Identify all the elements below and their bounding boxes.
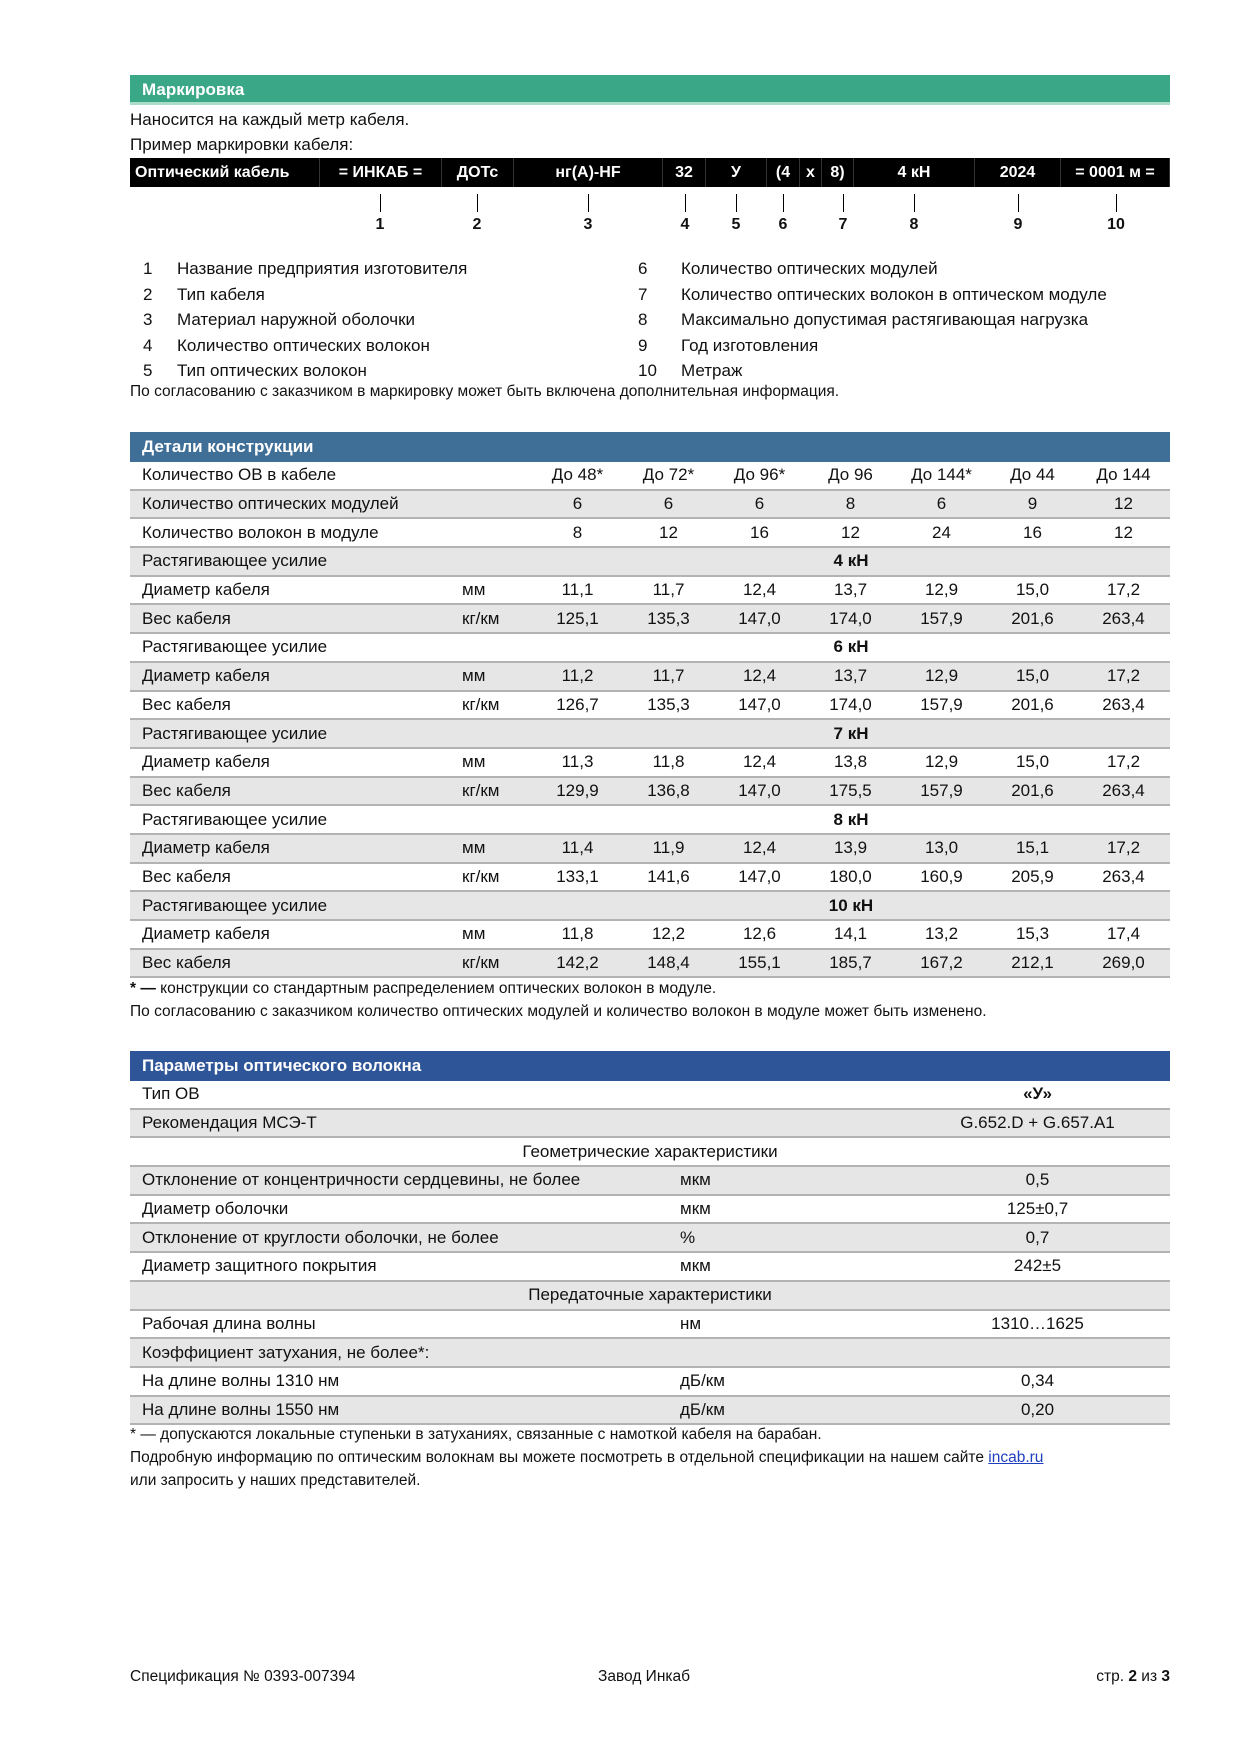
marking-line-1: Наносится на каждый метр кабеля. bbox=[130, 110, 410, 129]
row-unit: дБ/км bbox=[680, 1399, 725, 1419]
row-value: 17,4 bbox=[1106, 924, 1141, 944]
row-value: 8 bbox=[845, 494, 856, 514]
row-label: Рабочая длина волны bbox=[142, 1313, 316, 1333]
section-label: Передаточные характеристики bbox=[528, 1285, 772, 1305]
row-value: 0,20 bbox=[1020, 1399, 1055, 1419]
legend-text: Тип оптических волокон bbox=[177, 361, 367, 380]
parameter-row bbox=[130, 1368, 1170, 1397]
row-value: До 48* bbox=[551, 465, 604, 485]
row-value: До 96 bbox=[828, 465, 873, 485]
marking-number: 8 bbox=[909, 216, 919, 233]
marking-tick-line bbox=[477, 194, 478, 212]
row-value: 160,9 bbox=[920, 866, 963, 886]
row-unit: кг/км bbox=[462, 866, 500, 886]
footnote-text: конструкции со стандартным распределением оптических волокон в модуле. bbox=[160, 980, 717, 997]
row-unit: кг/км bbox=[462, 953, 500, 973]
row-value: 17,2 bbox=[1106, 838, 1141, 858]
row-unit: дБ/км bbox=[680, 1371, 725, 1391]
row-label: Тип ОВ bbox=[142, 1084, 200, 1104]
parameter-row bbox=[130, 1253, 1170, 1282]
row-value: 11,2 bbox=[561, 666, 594, 686]
row-label: Диаметр кабеля bbox=[142, 580, 270, 600]
row-value: До 144* bbox=[911, 465, 972, 485]
section-row bbox=[130, 1138, 1170, 1167]
row-label: Растягивающее усилие bbox=[142, 551, 328, 571]
row-value: 15,0 bbox=[1015, 752, 1050, 772]
row-label: Диаметр кабеля bbox=[142, 838, 270, 858]
row-value: 201,6 bbox=[1011, 694, 1054, 714]
row-value: 201,6 bbox=[1011, 608, 1054, 628]
tensile-force-value: 6 кН bbox=[833, 637, 869, 657]
row-value: До 144 bbox=[1096, 465, 1151, 485]
row-value: 16 bbox=[750, 522, 769, 542]
row-value: 136,8 bbox=[647, 780, 690, 800]
row-value: 147,0 bbox=[738, 866, 781, 886]
module-count-row bbox=[130, 491, 1170, 520]
legend-text: Количество оптических волокон в оптическом модуле bbox=[681, 284, 1107, 304]
row-value: 142,2 bbox=[556, 953, 599, 973]
tensile-force-value: 8 кН bbox=[833, 809, 869, 829]
row-value: 12,4 bbox=[742, 752, 777, 772]
footer-spec-number: Спецификация № 0393-007394 bbox=[130, 1668, 356, 1685]
row-value: 13,8 bbox=[833, 752, 868, 772]
row-value: 13,2 bbox=[924, 924, 959, 944]
legend-number: 3 bbox=[143, 310, 153, 329]
marking-number: 1 bbox=[375, 216, 385, 233]
parameter-row bbox=[130, 1311, 1170, 1340]
row-value: 147,0 bbox=[738, 608, 781, 628]
marking-number: 9 bbox=[1013, 216, 1023, 233]
tensile-force-row bbox=[130, 892, 1170, 921]
row-label: Коэффициент затухания, не более*: bbox=[142, 1342, 430, 1362]
row-value: 157,9 bbox=[920, 608, 963, 628]
legend-text: Год изготовления bbox=[681, 335, 819, 355]
marking-segment: 32 bbox=[663, 158, 706, 187]
row-label: Вес кабеля bbox=[142, 608, 231, 628]
row-unit: кг/км bbox=[462, 608, 500, 628]
row-value: До 44 bbox=[1010, 465, 1055, 485]
tensile-force-row bbox=[130, 720, 1170, 749]
row-value: 12,6 bbox=[742, 924, 777, 944]
legend-text: Название предприятия изготовителя bbox=[177, 259, 468, 278]
row-value: 11,1 bbox=[561, 580, 594, 600]
tensile-force-row bbox=[130, 634, 1170, 663]
legend-number: 2 bbox=[143, 284, 153, 304]
row-value: 17,2 bbox=[1106, 580, 1141, 600]
construction-footnote-1 bbox=[130, 980, 716, 998]
row-unit: кг/км bbox=[462, 694, 500, 714]
marking-segment: нг(А)-HF bbox=[514, 158, 663, 187]
row-value: 12 bbox=[659, 522, 678, 542]
page-total: 3 bbox=[1161, 1668, 1170, 1685]
fibers-per-module-row bbox=[130, 519, 1170, 548]
row-value: 174,0 bbox=[829, 694, 872, 714]
cable-diameter-row bbox=[130, 921, 1170, 950]
row-label: Диаметр кабеля bbox=[142, 666, 270, 686]
cable-weight-row bbox=[130, 778, 1170, 807]
row-value: 155,1 bbox=[738, 953, 781, 973]
legend-text: Количество оптических волокон bbox=[177, 335, 430, 355]
row-value: 201,6 bbox=[1011, 780, 1054, 800]
row-label: Растягивающее усилие bbox=[142, 637, 328, 657]
row-value: 167,2 bbox=[920, 953, 963, 973]
cable-weight-row bbox=[130, 950, 1170, 979]
row-value: 135,3 bbox=[647, 694, 690, 714]
row-value: G.652.D + G.657.A1 bbox=[960, 1113, 1115, 1133]
row-label: Диаметр кабеля bbox=[142, 752, 270, 772]
incab-link[interactable]: incab.ru bbox=[988, 1449, 1044, 1466]
row-value: 13,0 bbox=[924, 838, 959, 858]
row-unit: мм bbox=[462, 838, 486, 858]
tensile-force-value: 7 кН bbox=[833, 723, 869, 743]
parameter-row bbox=[130, 1339, 1170, 1368]
parameter-row bbox=[130, 1081, 1170, 1110]
row-value: 12 bbox=[1114, 494, 1133, 514]
row-value: 13,7 bbox=[833, 580, 868, 600]
row-value: 13,9 bbox=[833, 838, 868, 858]
row-value: 125±0,7 bbox=[1006, 1199, 1069, 1219]
row-value: 263,4 bbox=[1102, 780, 1145, 800]
row-value: 15,0 bbox=[1015, 666, 1050, 686]
row-label: Вес кабеля bbox=[142, 953, 231, 973]
row-unit: мм bbox=[462, 752, 486, 772]
row-unit: % bbox=[680, 1227, 696, 1247]
row-value: 157,9 bbox=[920, 694, 963, 714]
row-value: 135,3 bbox=[647, 608, 690, 628]
row-value: 11,8 bbox=[561, 924, 594, 944]
row-value: 175,5 bbox=[829, 780, 872, 800]
row-value: 126,7 bbox=[556, 694, 599, 714]
legend-number: 8 bbox=[638, 310, 648, 329]
row-label: Вес кабеля bbox=[142, 866, 231, 886]
row-value: 24 bbox=[932, 522, 951, 542]
marking-segment: 2024 bbox=[975, 158, 1061, 187]
legend-number: 9 bbox=[638, 335, 648, 355]
marking-number: 4 bbox=[680, 216, 690, 233]
row-value: 11,4 bbox=[561, 838, 594, 858]
cable-diameter-row bbox=[130, 663, 1170, 692]
marking-line-2: Пример маркировки кабеля: bbox=[130, 135, 354, 154]
row-value: 11,7 bbox=[652, 666, 685, 686]
row-value: До 72* bbox=[642, 465, 695, 485]
row-value: 6 bbox=[754, 494, 765, 514]
row-label: Количество ОВ в кабеле bbox=[142, 465, 337, 485]
row-value: 0,7 bbox=[1025, 1227, 1050, 1247]
row-value: 147,0 bbox=[738, 780, 781, 800]
row-label: Растягивающее усилие bbox=[142, 895, 328, 915]
marking-segment: = ИНКАБ = bbox=[320, 158, 442, 187]
row-value: 133,1 bbox=[556, 866, 599, 886]
cable-diameter-row bbox=[130, 835, 1170, 864]
parameter-row bbox=[130, 1167, 1170, 1196]
row-value: 148,4 bbox=[647, 953, 690, 973]
cable-diameter-row bbox=[130, 577, 1170, 606]
row-unit: мкм bbox=[680, 1199, 711, 1219]
row-value: 15,0 bbox=[1015, 580, 1050, 600]
row-value: 17,2 bbox=[1106, 752, 1141, 772]
row-value: 129,9 bbox=[556, 780, 599, 800]
legend-text: Количество оптических модулей bbox=[681, 259, 938, 278]
row-value: 6 bbox=[572, 494, 583, 514]
row-unit: мм bbox=[462, 666, 486, 686]
row-value: 12 bbox=[1114, 522, 1133, 542]
marking-tick-line bbox=[783, 194, 784, 212]
row-value: 11,3 bbox=[561, 752, 594, 772]
cable-weight-row bbox=[130, 864, 1170, 893]
parameter-row bbox=[130, 1110, 1170, 1139]
fiber-count-row bbox=[130, 462, 1170, 491]
row-value: 263,4 bbox=[1102, 866, 1145, 886]
row-value: 12 bbox=[841, 522, 860, 542]
marking-tick-line bbox=[1116, 194, 1117, 212]
row-value: 15,1 bbox=[1015, 838, 1050, 858]
row-value: 17,2 bbox=[1106, 666, 1141, 686]
marking-segment: ДОТс bbox=[442, 158, 514, 187]
marking-tick-line bbox=[914, 194, 915, 212]
legend-number: 4 bbox=[143, 335, 153, 355]
row-value: 242±5 bbox=[1013, 1256, 1062, 1276]
legend-number: 10 bbox=[638, 361, 657, 380]
section-row bbox=[130, 1282, 1170, 1311]
cable-diameter-row bbox=[130, 749, 1170, 778]
legend-text: Тип кабеля bbox=[177, 284, 265, 304]
footer-company: Завод Инкаб bbox=[598, 1668, 690, 1685]
row-unit: мкм bbox=[680, 1170, 711, 1190]
construction-footnote-2: По согласованию с заказчиком количество оптических модулей и количество волокон в модуле может быть изменено. bbox=[130, 1003, 987, 1020]
marking-note: По согласованию с заказчиком в маркировку может быть включена дополнительная информация. bbox=[130, 383, 840, 400]
row-value: 16 bbox=[1023, 522, 1042, 542]
marking-segment: (4 bbox=[767, 158, 800, 187]
marking-segment: У bbox=[706, 158, 767, 187]
section-header-marking: Маркировка bbox=[130, 75, 1170, 105]
row-value: 147,0 bbox=[738, 694, 781, 714]
marking-tick-line bbox=[588, 194, 589, 212]
row-value: 9 bbox=[1027, 494, 1038, 514]
legend-number: 5 bbox=[143, 361, 153, 380]
row-value: 125,1 bbox=[556, 608, 599, 628]
parameter-row bbox=[130, 1224, 1170, 1253]
row-value: 157,9 bbox=[920, 780, 963, 800]
parameter-row bbox=[130, 1196, 1170, 1225]
fiber-footnote-3: или запросить у наших представителей. bbox=[130, 1472, 421, 1489]
marking-segment: x bbox=[800, 158, 822, 187]
marking-number: 10 bbox=[1107, 216, 1125, 233]
legend-number: 7 bbox=[638, 284, 648, 304]
tensile-force-value: 4 кН bbox=[833, 551, 869, 571]
row-value: До 96* bbox=[733, 465, 786, 485]
marking-number: 6 bbox=[778, 216, 788, 233]
marking-tick-line bbox=[736, 194, 737, 212]
marking-tick-line bbox=[685, 194, 686, 212]
row-value: 15,3 bbox=[1015, 924, 1050, 944]
legend-number: 6 bbox=[638, 259, 648, 278]
row-label: На длине волны 1310 нм bbox=[142, 1371, 340, 1391]
legend-number: 1 bbox=[143, 259, 153, 278]
row-value: 180,0 bbox=[829, 866, 872, 886]
footnote-text: Подробную информацию по оптическим волокнам вы можете посмотреть в отдельной спецификации на нашем сайте bbox=[130, 1449, 984, 1466]
tensile-force-row bbox=[130, 806, 1170, 835]
row-value: 6 bbox=[663, 494, 674, 514]
row-value: 174,0 bbox=[829, 608, 872, 628]
row-label: Вес кабеля bbox=[142, 694, 231, 714]
row-unit: кг/км bbox=[462, 780, 500, 800]
row-label: Отклонение от круглости оболочки, не более bbox=[142, 1227, 499, 1247]
row-value: 6 bbox=[936, 494, 947, 514]
fiber-table bbox=[130, 1081, 1170, 1425]
row-value: 11,9 bbox=[652, 838, 685, 858]
fiber-footnote-1: * — допускаются локальные ступеньки в затуханиях, связанные с намоткой кабеля на барабан. bbox=[130, 1426, 822, 1443]
marking-segment: = 0001 м = bbox=[1061, 158, 1170, 187]
row-unit: мкм bbox=[680, 1256, 711, 1276]
parameter-row bbox=[130, 1397, 1170, 1426]
tensile-force-row bbox=[130, 548, 1170, 577]
row-label: Количество оптических модулей bbox=[142, 494, 399, 514]
row-unit: мм bbox=[462, 924, 486, 944]
row-value: 263,4 bbox=[1102, 608, 1145, 628]
row-value: 12,4 bbox=[742, 666, 777, 686]
marking-example-bar bbox=[130, 158, 1170, 187]
row-value: 1310…1625 bbox=[991, 1313, 1084, 1333]
row-value: 11,8 bbox=[652, 752, 685, 772]
section-header-fiber: Параметры оптического волокна bbox=[130, 1051, 1170, 1081]
row-value: 212,1 bbox=[1011, 953, 1054, 973]
marking-segment: Оптический кабель bbox=[130, 158, 320, 187]
row-label: Диаметр оболочки bbox=[142, 1199, 289, 1219]
marking-tick-line bbox=[843, 194, 844, 212]
row-value: 12,4 bbox=[742, 838, 777, 858]
legend-text: Метраж bbox=[681, 361, 743, 380]
row-value: 269,0 bbox=[1102, 953, 1145, 973]
page-of: из bbox=[1141, 1668, 1158, 1685]
row-value: 185,7 bbox=[829, 953, 872, 973]
row-label: Растягивающее усилие bbox=[142, 809, 328, 829]
cable-weight-row bbox=[130, 692, 1170, 721]
cable-weight-row bbox=[130, 605, 1170, 634]
row-label: Вес кабеля bbox=[142, 780, 231, 800]
row-value: 11,7 bbox=[652, 580, 685, 600]
legend-text: Максимально допустимая растягивающая нагрузка bbox=[681, 310, 1089, 329]
marking-number: 2 bbox=[472, 216, 482, 233]
marking-number: 5 bbox=[731, 216, 741, 233]
section-header-construction: Детали конструкции bbox=[130, 432, 1170, 462]
row-value: 13,7 bbox=[833, 666, 868, 686]
row-value: 12,9 bbox=[924, 580, 959, 600]
marking-number: 3 bbox=[583, 216, 593, 233]
row-unit: мм bbox=[462, 580, 486, 600]
footnote-star: * — bbox=[130, 980, 156, 997]
marking-tick-line bbox=[380, 194, 381, 212]
marking-segment: 8) bbox=[822, 158, 854, 187]
section-label: Геометрические характеристики bbox=[522, 1141, 778, 1161]
row-label: Рекомендация МСЭ-Т bbox=[142, 1113, 317, 1133]
construction-table bbox=[130, 462, 1170, 978]
marking-number: 7 bbox=[838, 216, 848, 233]
row-label: На длине волны 1550 нм bbox=[142, 1399, 340, 1419]
row-unit: нм bbox=[680, 1313, 702, 1333]
row-value: 12,9 bbox=[924, 666, 959, 686]
fiber-footnote-2 bbox=[130, 1449, 1170, 1467]
row-label: Отклонение от концентричности сердцевины, не более bbox=[142, 1170, 581, 1190]
row-value: 205,9 bbox=[1011, 866, 1054, 886]
row-value: 12,4 bbox=[742, 580, 777, 600]
row-value: 0,34 bbox=[1020, 1371, 1055, 1391]
row-value: 0,5 bbox=[1025, 1170, 1050, 1190]
legend-text: Материал наружной оболочки bbox=[177, 310, 416, 329]
row-value: 14,1 bbox=[833, 924, 868, 944]
row-value: «У» bbox=[1023, 1084, 1052, 1104]
row-label: Растягивающее усилие bbox=[142, 723, 328, 743]
row-label: Количество волокон в модуле bbox=[142, 522, 379, 542]
footer-page-number bbox=[1096, 1668, 1170, 1686]
page-prefix: стр. bbox=[1096, 1668, 1125, 1685]
row-value: 141,6 bbox=[647, 866, 690, 886]
row-value: 8 bbox=[572, 522, 583, 542]
marking-tick-line bbox=[1018, 194, 1019, 212]
tensile-force-value: 10 кН bbox=[828, 895, 874, 915]
page-current: 2 bbox=[1128, 1668, 1137, 1685]
row-label: Диаметр кабеля bbox=[142, 924, 270, 944]
row-value: 12,9 bbox=[924, 752, 959, 772]
row-value: 12,2 bbox=[651, 924, 686, 944]
row-value: 263,4 bbox=[1102, 694, 1145, 714]
marking-segment: 4 кН bbox=[854, 158, 975, 187]
row-label: Диаметр защитного покрытия bbox=[142, 1256, 377, 1276]
